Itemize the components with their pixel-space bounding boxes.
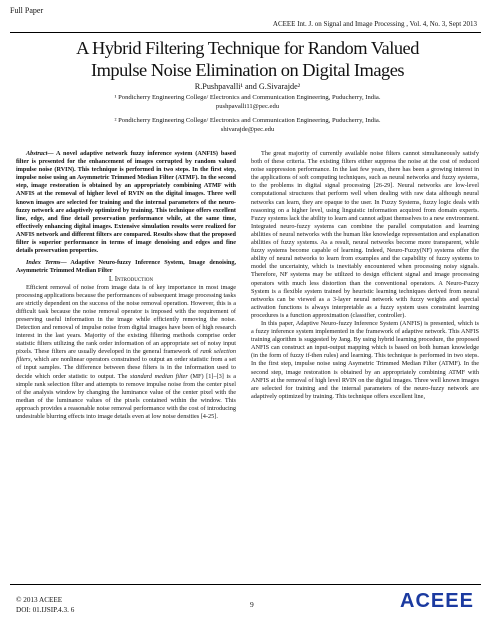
abstract-label: Abstract—: [26, 150, 54, 157]
affiliation-2: [20, 116, 475, 134]
affiliation-1-email: pushpavalli11@pec.edu: [215, 103, 280, 111]
intro-emphasis-1: rank selection filters: [16, 348, 237, 364]
section-heading: [16, 275, 236, 283]
abstract-text: A novel adaptive network fuzzy inference system (ANFIS) based filter is presented for the enhancement of images corrupted by random valued impulse noise (RVIN). This technique is performed in two steps. In the first step, impulse noise using an Asymmetric Trimmed Median Filter (ATMF). In the second step, image restoration is obtained by an appropriately combining ATMF with ANFIS at the removal of higher level of RVIN on the digital images. Three well known images are selected for training and the internal parameters of the neuro-fuzzy network are adaptively optimized by training. This technique offers excellent line, edge, and fine detail preservation performance while, at the same time, effectively enhancing digital images. Extensive simulation results were realized for ANFIS network and different filters are compared. Results show that the proposed filter is superior performance in terms of image denoising and edges and fine details preservation properties.: [16, 150, 236, 255]
affiliation-1: [20, 93, 475, 111]
introduction-paragraph: [16, 284, 236, 422]
affiliation-2-email: shivarajde@pec.edu: [220, 126, 275, 134]
index-terms: [16, 259, 236, 275]
header-rule: [10, 32, 481, 33]
abstract: [16, 150, 236, 255]
copyright-notice: © 2013 ACEEE: [16, 596, 63, 604]
intro-text-b: , which are nonlinear operators constrained to output an order statistic from a set of input samples. The difference between these filters is in the information used to decide which order statistic to output. The: [16, 356, 236, 380]
doi: DOI: 01.IJSIP.4.3. 6: [16, 606, 75, 614]
section-title: Introduction: [114, 275, 154, 284]
section-number: I.: [108, 275, 115, 284]
left-column: [16, 150, 236, 421]
intro-emphasis-2: standard median filter: [130, 372, 188, 380]
running-head: ACEEE Int. J. on Signal and Image Processing , Vol. 4, No. 3, Sept 2013: [272, 20, 477, 28]
index-terms-text: Adaptive Neuro-fuzzy Inference System, Image denoising, Asymmetric Trimmed Median Filter: [16, 259, 237, 275]
footer-rule: [10, 584, 481, 585]
index-terms-label: Index Terms—: [26, 259, 67, 267]
affiliation-2-institution: ² Pondicherry Engineering College/ Electronics and Communication Engineering, Puducherry, India.: [114, 117, 381, 124]
page-number: 9: [250, 600, 254, 609]
right-paragraph-1: The great majority of currently available noise filters cannot simultaneously satisfy both of these criteria. The existing filters either suppress the noise at the cost of reduced noise suppression performance. In the last few years, there has been a growing interest in the applications of soft computing techniques, such as neural networks and fuzzy systems, to the problems in digital signal processing [26-29]. Neural networks are low-level computational structures that perform well when dealing with raw data although neural networks can learn, they are opaque to the user. In Fuzzy Systems, fuzzy logic deals with reasoning on a higher level, using linguistic information acquired from domain experts. Fuzzy systems lack the ability to learn and cannot adjust themselves to a new environment. Integrated neuro-fuzzy systems can combine the parallel computation and learning abilities of neural networks with the human like knowledge representation and explanation abilities of fuzzy systems. As a result, neural networks become more transparent, while fuzzy systems become capable of learning. Indeed, Neuro-Fuzzy(NF) systems offer the ability of neural networks to learn from examples and the capability of fuzzy systems to model the uncertainty, which is inevitably encountered when processing noisy signals. Therefore, NF systems may be utilized to design efficient signal and image processing operators with much less distortion than the conventional operators. A Neuro-Fuzzy System is a flexible system trained by heuristic learning techniques derived from neural networks can be viewed as a 3-layer neural network with fuzzy weights and special activation functions is always interpretable as a fuzzy system uses constraint learning procedures is a function approximation (classifier, controller).: [251, 150, 479, 319]
footer-info: [16, 595, 74, 615]
paper-title-line-2: Impulse Noise Elimination on Digital Images: [90, 60, 405, 80]
paper-title-line-1: A Hybrid Filtering Technique for Random Valued: [76, 38, 419, 58]
right-paragraph-2: In this paper, Adaptive Neuro-fuzzy Inference System (ANFIS) is presented, which is a fuzzy inference system implemented in the framework of adaptive network. This ANFIS training algorithm is suggested by Jang. By using hybrid learning procedure, the proposed ANFIS can construct an input-output mapping which is based on both human knowledge (in the form of fuzzy if-then rules) and learning. This technique is performed in two steps. In the first step, impulse noise using Asymetric Trimmed Median Filter (ATMF). In the second step, image restoration is obtained by an appropriately combining ATMF with ANFIS at the removal of high level RVIN on the digital images. Three well known images are selected for training and the internal parameters of the neuro-fuzzy network are adaptively optimized by training. This technique offers excellent line,: [251, 319, 479, 400]
intro-text-c: (MF) [1]–[3] is a simple rank selection filter and attempts to remove impulse noise from the center pixel of the analysis window by changing the luminance value of the center pixel with the median of the luminance values of the pixels contained within the window. This approach provides a reasonable noise removal performance with the cost of introducing undesirable blurring effects into image details even at low noise densities [4-25].: [16, 372, 236, 420]
journal-type-label: Full Paper: [10, 6, 44, 15]
author-list: R.Pushpavalli¹ and G.Sivarajde²: [194, 82, 301, 91]
right-column: [251, 150, 479, 401]
intro-text-a: Efficient removal of noise from image data is of key importance in most image processing applications because the performances of subsequent image processing tasks are strictly dependent on the success of the noise removal operation. However, this is a difficult task because the noise removal operator is imposed with the requirement of preserving useful information in the image while efficiently removing the noise. Detection and removal of impulse noise from digital images have been of high research interest in the last years. Majority of the existing filtering methods comprise order statistic filters utilizing the rank order information of an appropriate set of noisy input pixels. These filters are usually developed in the general framework of: [16, 283, 236, 356]
paper-title: [20, 37, 475, 81]
affiliation-1-institution: ¹ Pondicherry Engineering College/ Electronics and Communication Engineering, Puducherry, India.: [114, 94, 381, 101]
publisher-logo: ACEEE: [400, 590, 474, 612]
